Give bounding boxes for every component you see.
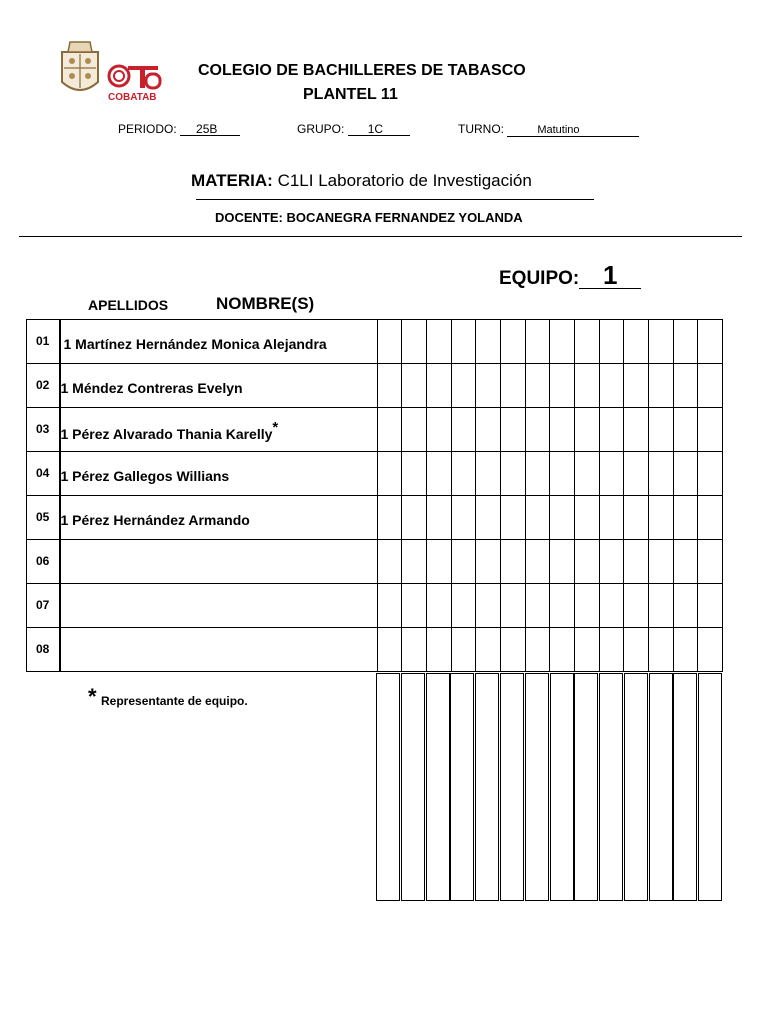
check-cell[interactable]: [673, 628, 698, 672]
check-cell[interactable]: [599, 584, 624, 628]
check-cell[interactable]: [624, 320, 649, 364]
row-number: 01: [27, 320, 60, 364]
check-cell[interactable]: [377, 540, 402, 584]
check-cell[interactable]: [648, 584, 673, 628]
student-name-cell[interactable]: [60, 584, 378, 628]
check-cell[interactable]: [426, 496, 451, 540]
check-cell[interactable]: [550, 408, 575, 452]
check-cell[interactable]: [525, 452, 550, 496]
table-row: [27, 364, 723, 408]
turno-value: Matutino: [507, 124, 639, 137]
check-cell[interactable]: [648, 496, 673, 540]
check-cell[interactable]: [525, 408, 550, 452]
check-cell[interactable]: [476, 628, 501, 672]
grading-columns: [375, 673, 722, 901]
check-cell[interactable]: [550, 364, 575, 408]
check-cell[interactable]: [673, 408, 698, 452]
check-cell[interactable]: [574, 584, 599, 628]
student-name-cell[interactable]: [60, 452, 378, 496]
check-cell[interactable]: [500, 452, 525, 496]
row-number: 02: [27, 364, 60, 408]
check-cell[interactable]: [550, 628, 575, 672]
check-cell[interactable]: [550, 584, 575, 628]
grading-column-box[interactable]: [550, 673, 574, 901]
check-cell[interactable]: [451, 452, 476, 496]
check-cell[interactable]: [574, 364, 599, 408]
grupo-field: [297, 122, 410, 136]
check-cell[interactable]: [500, 628, 525, 672]
column-header-nombres: NOMBRE(S): [216, 294, 315, 313]
check-cell[interactable]: [476, 452, 501, 496]
grading-column-box[interactable]: [574, 673, 598, 901]
student-name: 1 Pérez Alvarado Thania Karelly: [60, 426, 273, 443]
check-cell[interactable]: [451, 496, 476, 540]
check-cell[interactable]: [402, 540, 427, 584]
check-cell[interactable]: [574, 408, 599, 452]
check-cell[interactable]: [426, 364, 451, 408]
check-cell[interactable]: [624, 584, 649, 628]
check-cell[interactable]: [500, 320, 525, 364]
docente-line: DOCENTE: BOCANEGRA FERNANDEZ YOLANDA: [215, 210, 523, 225]
check-cell[interactable]: [624, 628, 649, 672]
check-cell[interactable]: [624, 540, 649, 584]
check-cell[interactable]: [377, 408, 402, 452]
check-cell[interactable]: [698, 540, 723, 584]
check-cell[interactable]: [451, 320, 476, 364]
row-number: 08: [27, 628, 60, 672]
student-name: 1 Martínez Hernández Monica Alejandra: [63, 335, 327, 352]
check-cell[interactable]: [451, 584, 476, 628]
check-cell[interactable]: [698, 496, 723, 540]
check-cell[interactable]: [476, 320, 501, 364]
check-cell[interactable]: [648, 452, 673, 496]
student-name-cell[interactable]: [60, 408, 378, 452]
materia-title: [191, 171, 532, 191]
check-cell[interactable]: [698, 452, 723, 496]
grading-column-box[interactable]: [624, 673, 648, 901]
check-cell[interactable]: [402, 364, 427, 408]
check-cell[interactable]: [476, 540, 501, 584]
student-name: 1 Pérez Gallegos Willians: [60, 467, 230, 484]
turno-label: TURNO:: [458, 122, 504, 136]
check-cell[interactable]: [599, 408, 624, 452]
grading-column-box[interactable]: [401, 673, 425, 901]
check-cell[interactable]: [377, 364, 402, 408]
check-cell[interactable]: [550, 452, 575, 496]
check-cell[interactable]: [525, 628, 550, 672]
check-cell[interactable]: [574, 540, 599, 584]
grading-column-box[interactable]: [475, 673, 499, 901]
student-name: 1 Pérez Hernández Armando: [60, 511, 250, 528]
check-cell[interactable]: [599, 452, 624, 496]
check-cell[interactable]: [648, 320, 673, 364]
note-text: Representante de equipo.: [101, 694, 248, 708]
grading-column-box[interactable]: [673, 673, 697, 901]
check-cell[interactable]: [673, 320, 698, 364]
grading-column-box[interactable]: [376, 673, 400, 901]
check-cell[interactable]: [599, 496, 624, 540]
table-row: [27, 628, 723, 672]
check-cell[interactable]: [599, 364, 624, 408]
check-cell[interactable]: [698, 628, 723, 672]
turno-field: [458, 122, 639, 137]
check-cell[interactable]: [451, 540, 476, 584]
table-row: [27, 408, 723, 452]
column-header-apellidos: APELLIDOS: [88, 297, 169, 313]
grupo-label: GRUPO:: [297, 122, 345, 136]
table-row: [27, 584, 723, 628]
check-cell[interactable]: [426, 408, 451, 452]
student-name-cell[interactable]: [60, 628, 378, 672]
check-cell[interactable]: [673, 540, 698, 584]
check-cell[interactable]: [698, 320, 723, 364]
materia-course: C1LI Laboratorio de Investigación: [277, 171, 532, 190]
check-cell[interactable]: [525, 584, 550, 628]
equipo-number: 1: [579, 262, 641, 289]
check-cell[interactable]: [426, 628, 451, 672]
row-number: 06: [27, 540, 60, 584]
check-cell[interactable]: [525, 364, 550, 408]
representative-note: [88, 684, 248, 710]
school-crest-logo: [56, 38, 104, 100]
check-cell[interactable]: [648, 628, 673, 672]
check-cell[interactable]: [402, 628, 427, 672]
check-cell[interactable]: [673, 452, 698, 496]
table-row: [27, 540, 723, 584]
grading-column-box[interactable]: [599, 673, 623, 901]
school-name: COLEGIO DE BACHILLERES DE TABASCO: [198, 62, 526, 79]
check-cell[interactable]: [451, 408, 476, 452]
check-cell[interactable]: [476, 364, 501, 408]
check-cell[interactable]: [500, 364, 525, 408]
grupo-value: 1C: [348, 123, 410, 136]
table-row: [27, 320, 723, 364]
student-name-cell[interactable]: [60, 320, 378, 364]
check-cell[interactable]: [377, 320, 402, 364]
check-cell[interactable]: [624, 408, 649, 452]
check-cell[interactable]: [550, 540, 575, 584]
check-cell[interactable]: [402, 408, 427, 452]
check-cell[interactable]: [599, 320, 624, 364]
row-number: 03: [27, 408, 60, 452]
check-cell[interactable]: [377, 584, 402, 628]
campus-name: PLANTEL 11: [303, 86, 398, 103]
check-cell[interactable]: [698, 364, 723, 408]
check-cell[interactable]: [402, 452, 427, 496]
check-cell[interactable]: [377, 496, 402, 540]
check-cell[interactable]: [525, 496, 550, 540]
student-name: 1 Méndez Contreras Evelyn: [60, 379, 243, 396]
check-cell[interactable]: [550, 320, 575, 364]
grading-column-box[interactable]: [649, 673, 673, 901]
grading-column-box[interactable]: [698, 673, 722, 901]
check-cell[interactable]: [574, 320, 599, 364]
header-divider: [19, 236, 742, 237]
check-cell[interactable]: [648, 540, 673, 584]
check-cell[interactable]: [377, 628, 402, 672]
check-cell[interactable]: [402, 320, 427, 364]
check-cell[interactable]: [648, 408, 673, 452]
check-cell[interactable]: [550, 496, 575, 540]
check-cell[interactable]: [648, 364, 673, 408]
note-star: *: [88, 684, 97, 709]
periodo-value: 25B: [180, 123, 240, 136]
check-cell[interactable]: [525, 540, 550, 584]
equipo-field: [499, 262, 641, 290]
check-cell[interactable]: [673, 364, 698, 408]
periodo-label: PERIODO:: [118, 122, 177, 136]
row-number: 05: [27, 496, 60, 540]
materia-label: MATERIA:: [191, 171, 273, 190]
check-cell[interactable]: [574, 452, 599, 496]
roster-table: [26, 319, 723, 670]
check-cell[interactable]: [476, 408, 501, 452]
check-cell[interactable]: [402, 496, 427, 540]
grading-column-box[interactable]: [525, 673, 549, 901]
check-cell[interactable]: [500, 496, 525, 540]
check-cell[interactable]: [698, 408, 723, 452]
representative-star: *: [272, 418, 279, 436]
check-cell[interactable]: [574, 496, 599, 540]
check-cell[interactable]: [377, 452, 402, 496]
table-row: [27, 452, 723, 496]
grading-column-box[interactable]: [500, 673, 524, 901]
check-cell[interactable]: [624, 496, 649, 540]
check-cell[interactable]: [402, 584, 427, 628]
check-cell[interactable]: [426, 584, 451, 628]
grading-column-box[interactable]: [450, 673, 474, 901]
student-name-cell[interactable]: [60, 364, 378, 408]
student-name-cell[interactable]: [60, 540, 378, 584]
check-cell[interactable]: [476, 496, 501, 540]
check-cell[interactable]: [624, 364, 649, 408]
check-cell[interactable]: [599, 540, 624, 584]
grading-column-box[interactable]: [426, 673, 450, 901]
check-cell[interactable]: [624, 452, 649, 496]
check-cell[interactable]: [500, 584, 525, 628]
check-cell[interactable]: [673, 584, 698, 628]
check-cell[interactable]: [500, 540, 525, 584]
check-cell[interactable]: [698, 584, 723, 628]
check-cell[interactable]: [525, 320, 550, 364]
check-cell[interactable]: [451, 364, 476, 408]
equipo-label: EQUIPO:: [499, 268, 580, 289]
periodo-field: [118, 122, 240, 136]
table-row: [27, 496, 723, 540]
check-cell[interactable]: [476, 584, 501, 628]
check-cell[interactable]: [426, 320, 451, 364]
check-cell[interactable]: [599, 628, 624, 672]
row-number: 04: [27, 452, 60, 496]
student-name-cell[interactable]: [60, 496, 378, 540]
check-cell[interactable]: [426, 540, 451, 584]
check-cell[interactable]: [451, 628, 476, 672]
check-cell[interactable]: [574, 628, 599, 672]
materia-underline: [196, 199, 594, 200]
check-cell[interactable]: [426, 452, 451, 496]
row-number: 07: [27, 584, 60, 628]
check-cell[interactable]: [500, 408, 525, 452]
cobatab-logo-text: COBATAB: [108, 92, 157, 103]
check-cell[interactable]: [673, 496, 698, 540]
